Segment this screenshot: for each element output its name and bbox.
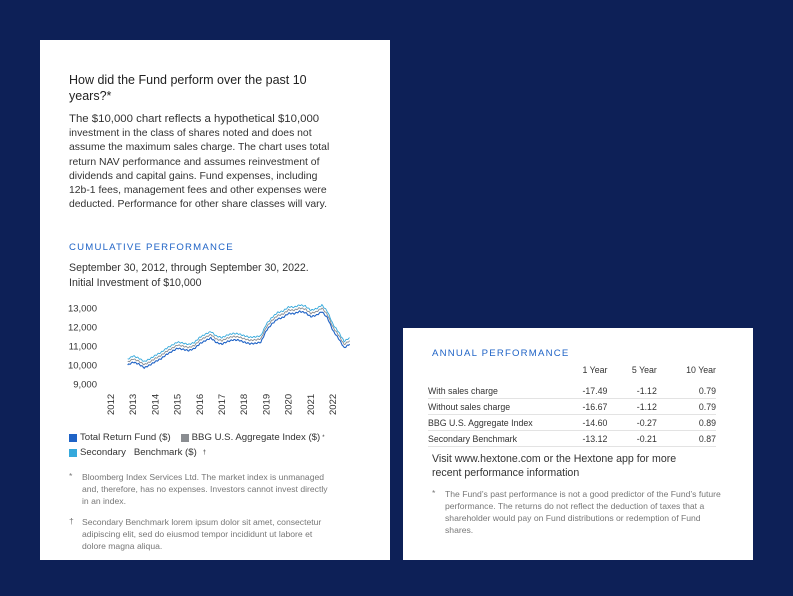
table-row (428, 415, 716, 431)
fund-legend-swatch (69, 434, 77, 442)
aggregate-legend-mark: * (322, 434, 325, 441)
y-tick-label: 9,000 (73, 379, 97, 391)
y-axis (68, 304, 97, 391)
chart-lines (128, 305, 350, 369)
x-tick-label: 2022 (328, 393, 339, 415)
series-line-total-return-fund (128, 311, 350, 369)
cell-5-year: -1.12 (607, 399, 656, 415)
annual-performance-label: ANNUAL PERFORMANCE (432, 348, 570, 359)
series-line-secondary-benchmark (128, 305, 350, 362)
footnote-past-performance: The Fund’s past performance is not a good predictor of the Fund’s future performance. The returns do not reflect the deduction of taxes that a shareholder would pay on Fund distributions or redemption of Fund shares. (445, 489, 721, 535)
column-header-5-year: 5 Year (631, 365, 657, 375)
table-header-blank (428, 364, 558, 383)
secondary-legend-label: Secondary Benchmark ($) (80, 447, 197, 458)
fund-performance-card (40, 40, 390, 560)
visit-website-text: Visit www.hextone.com or the Hextone app for more recent performance information (432, 453, 677, 479)
cell-10-year: 0.79 (657, 383, 716, 399)
x-tick-label: 2017 (217, 393, 228, 415)
fund-legend-label: Total Return Fund ($) (80, 432, 171, 443)
chart-period-line: September 30, 2012, through September 30, 2022. (69, 262, 309, 274)
cell-1-year: -16.67 (558, 399, 607, 415)
column-header-10-year: 10 Year (686, 365, 716, 375)
table-row (428, 399, 716, 415)
cell-1-year: -13.12 (558, 431, 607, 447)
x-tick-label: 2020 (283, 393, 295, 415)
x-axis (106, 394, 339, 415)
cell-1-year: -17.49 (558, 383, 607, 399)
cell-10-year: 0.89 (657, 415, 716, 431)
initial-investment-line: Initial Investment of $10,000 (69, 276, 202, 289)
row-label: With sales charge (428, 383, 558, 399)
cell-10-year: 0.79 (657, 399, 716, 415)
table-header-row (428, 364, 716, 383)
x-tick-label: 2012 (106, 393, 117, 415)
cumulative-performance-label: CUMULATIVE PERFORMANCE (69, 242, 234, 253)
series-line-bbg-u-s-aggregate-index (128, 308, 350, 365)
chart-legend-row2 (69, 447, 206, 458)
intro-lead: The $10,000 chart reflects a hypothetical $10,000 (69, 113, 320, 125)
x-tick-label: 2015 (172, 393, 184, 415)
cell-5-year: -1.12 (607, 383, 656, 399)
y-tick-label: 13,000 (67, 303, 97, 315)
y-tick-label: 12,000 (67, 322, 97, 334)
x-tick-label: 2013 (128, 393, 140, 415)
chart-legend (69, 432, 325, 443)
x-tick-label: 2019 (261, 393, 273, 415)
secondary-legend-mark: † (202, 449, 207, 456)
cell-5-year: -0.27 (607, 415, 656, 431)
footnote-dagger-mark: † (69, 516, 74, 526)
performance-question-heading: How did the Fund perform over the past 10 years?* (69, 73, 307, 103)
footnote-star-mark: * (69, 471, 73, 481)
y-tick-label: 11,000 (68, 341, 97, 353)
footnote-past-performance-mark: * (432, 488, 436, 498)
annual-performance-card (403, 328, 753, 560)
cell-5-year: -0.21 (607, 431, 656, 447)
cumulative-performance-chart (40, 298, 390, 428)
aggregate-legend-swatch (181, 434, 189, 442)
x-tick-label: 2018 (239, 393, 251, 415)
x-tick-label: 2021 (305, 393, 317, 415)
row-label: Secondary Benchmark (428, 431, 558, 447)
chart-period (69, 261, 349, 290)
table-row (428, 383, 716, 399)
annual-performance-table (428, 364, 716, 447)
x-tick-label: 2014 (150, 393, 162, 415)
cell-1-year: -14.60 (558, 415, 607, 431)
aggregate-legend-label: BBG U.S. Aggregate Index ($) (191, 432, 321, 443)
secondary-legend-swatch (69, 449, 77, 457)
performance-intro (69, 112, 339, 212)
column-header-1-year: 1 Year (582, 365, 608, 375)
footnote-secondary-benchmark: Secondary Benchmark lorem ipsum dolor sit amet, consectetur adipiscing elit, sed do eiusmod tempor incididunt ut labore et dolore magna aliqua. (82, 517, 322, 551)
y-tick-label: 10,000 (67, 360, 97, 372)
footnote-index: Bloomberg Index Services Ltd. The market index is unmanaged and, therefore, has no expenses. Investors cannot invest directly in an index. (82, 472, 328, 506)
intro-body: investment in the class of shares noted and does not assume the maximum sales charge. The chart uses total return NAV performance and assumes reinvestment of dividends and capital gains. Fund expenses, including 12b-1 fees, management fees and other expenses were deducted. Performance for other share classes will vary. (69, 128, 330, 211)
row-label: BBG U.S. Aggregate Index (428, 415, 558, 431)
table-row (428, 431, 716, 447)
x-tick-label: 2016 (194, 393, 206, 415)
row-label: Without sales charge (428, 399, 558, 415)
cell-10-year: 0.87 (657, 431, 716, 447)
